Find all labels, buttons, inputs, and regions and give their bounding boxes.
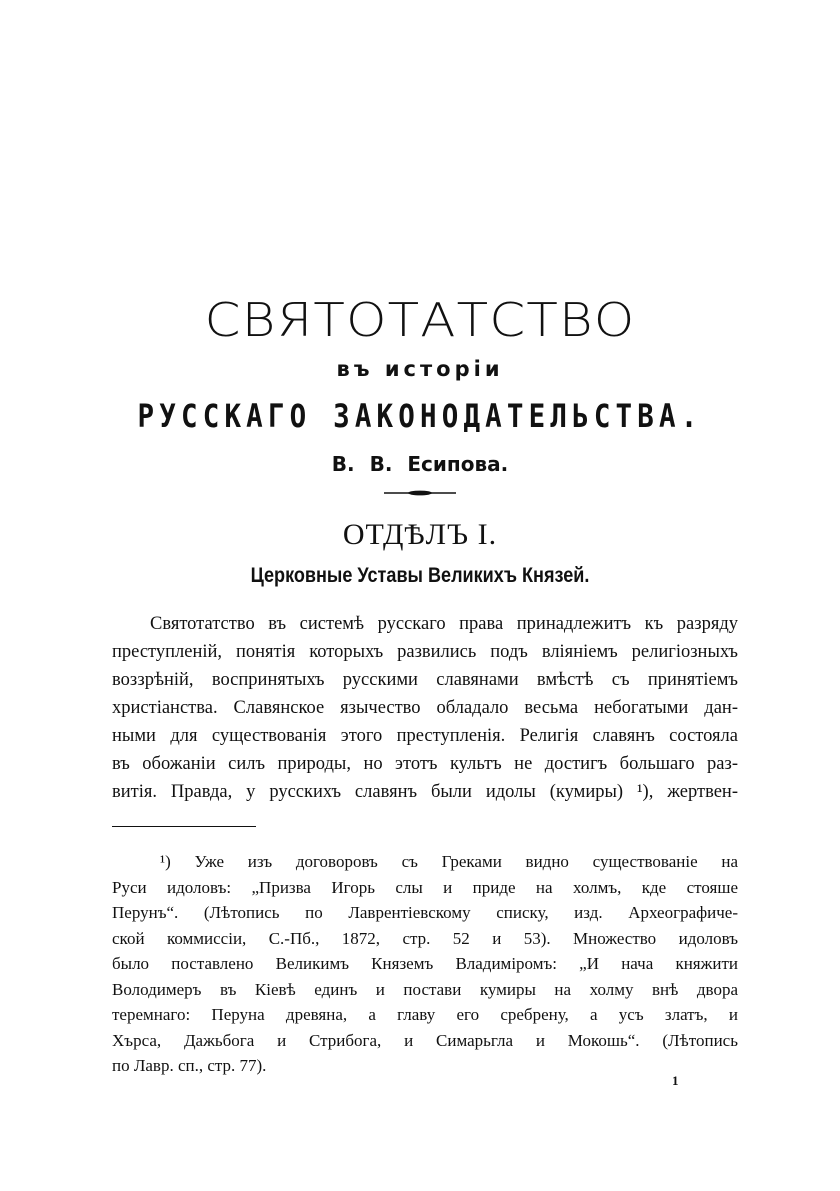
page-title: СВЯТОТАТСТВО	[204, 293, 636, 347]
footnote-line: Володимеръ въ Кіевѣ единъ и постави кумиры на холму внѣ двора	[112, 979, 738, 999]
footnote-line: Руси идоловъ: „Призва Игорь слы и приде на холмъ, кде стояше	[112, 877, 738, 897]
page-subtitle: въ исторіи	[336, 357, 504, 381]
footnote-separator	[112, 826, 256, 827]
body-line: ными для существованія этого преступленія. Религія славянъ состояла	[112, 726, 738, 746]
ornament-divider-icon	[384, 490, 456, 496]
footnote-line: по Лавр. сп., стр. 77).	[112, 1056, 267, 1075]
body-line: христіанства. Славянское язычество обладало весьма небогатыми дан-	[112, 698, 738, 718]
body-line: преступленій, понятія которыхъ развились подъ вліяніемъ религіозныхъ	[112, 642, 738, 662]
page-title-line2: РУССКАГО ЗАКОНОДАТЕЛЬСТВА.	[137, 397, 703, 435]
chapter-title: Церковные Уставы Великихъ Князей.	[250, 564, 590, 587]
footnote-line: было поставлено Великимъ Княземъ Владиміромъ: „И нача княжити	[112, 954, 738, 973]
footnote-line: ской коммиссіи, С.-Пб., 1872, стр. 52 и 53). Множество идоловъ	[112, 928, 738, 948]
body-line: воззрѣній, воспринятыхъ русскими славянами вмѣстѣ съ принятіемъ	[112, 670, 738, 690]
signature-mark: 1	[672, 1073, 679, 1088]
section-label: ОТДѢЛЪ I.	[342, 518, 498, 551]
body-line: витія. Правда, у русскихъ славянъ были идолы (кумиры) ¹), жертвен-	[112, 782, 738, 802]
footnote-line: Перунъ“. (Лѣтопись по Лаврентіевскому списку, изд. Археографиче-	[112, 903, 738, 922]
author-name: В. В. Есипова.	[331, 452, 509, 476]
body-line: Святотатство въ системѣ русскаго права принадлежитъ къ разряду	[150, 614, 738, 634]
footnote-line: теремнаго: Перуна древяна, а главу его сребрену, а усъ златъ, и	[112, 1005, 738, 1024]
body-line: въ обожаніи силъ природы, но этотъ культъ не достигъ большаго раз-	[112, 754, 738, 774]
footnote-line: ¹) Уже изъ договоровъ съ Греками видно существованіе на	[160, 852, 738, 871]
footnote-line: Хърса, Дажьбога и Стрибога, и Симарьгла и Мокошь“. (Лѣтопись	[112, 1030, 738, 1050]
